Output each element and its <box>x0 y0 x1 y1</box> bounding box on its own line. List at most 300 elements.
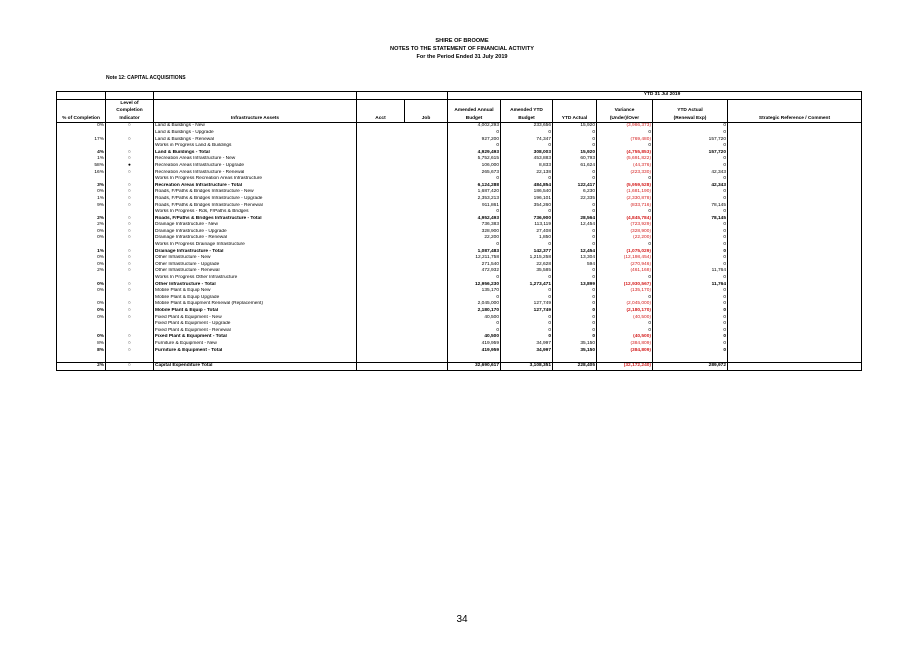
comment-cell <box>728 354 862 363</box>
job-cell <box>405 301 448 308</box>
asset-name-cell: Land & Buildings - Upgrade <box>154 130 357 137</box>
ren-cell: 0 <box>653 295 728 302</box>
aab-cell: 1,687,420 <box>448 189 501 196</box>
report-period: For the Period Ended 31 July 2019 <box>416 54 508 60</box>
aab-cell: 32,690,617 <box>448 363 501 371</box>
job-cell <box>405 249 448 256</box>
acct-cell <box>357 315 405 322</box>
var-cell: (2,045,000) <box>597 301 653 308</box>
ayb-cell: 22,628 <box>501 262 553 269</box>
job-cell <box>405 288 448 295</box>
var-cell: (833,716) <box>597 203 653 210</box>
asset-name-cell: Drainage Infrastructure - New <box>154 222 357 229</box>
ren-cell: 0 <box>653 176 728 183</box>
ren-cell: 0 <box>653 209 728 216</box>
pct-cell <box>57 354 106 363</box>
var-cell: (5,959,528) <box>597 183 653 190</box>
pct-cell: 0% <box>57 334 106 341</box>
spacer-row <box>57 354 862 363</box>
ayb-cell: 1,273,471 <box>501 282 553 289</box>
completion-indicator-icon: ○ <box>106 363 154 371</box>
table-row <box>57 229 862 236</box>
var-cell: 0 <box>597 130 653 137</box>
col-job: Job <box>405 99 448 123</box>
comment-cell <box>728 189 862 196</box>
pct-cell <box>57 143 106 150</box>
pct-cell <box>57 242 106 249</box>
acct-cell <box>357 222 405 229</box>
total-row <box>57 282 862 289</box>
ren-cell: 0 <box>653 163 728 170</box>
ren-cell: 0 <box>653 275 728 282</box>
completion-indicator-icon: ○ <box>106 123 154 130</box>
ytd-cell: 228,405 <box>553 363 597 371</box>
acct-cell <box>357 334 405 341</box>
ayb-cell: 186,540 <box>501 189 553 196</box>
asset-name-cell: Furniture & Equipment - New <box>154 341 357 348</box>
pct-cell: 8% <box>57 348 106 355</box>
aab-cell <box>448 354 501 363</box>
table-row <box>57 163 862 170</box>
ytd-cell: 61,624 <box>553 163 597 170</box>
comment-cell <box>728 315 862 322</box>
table-row <box>57 328 862 335</box>
aab-cell: 0 <box>448 328 501 335</box>
ayb-cell: 0 <box>501 295 553 302</box>
pct-cell: 1% <box>57 156 106 163</box>
ren-cell: 0 <box>653 229 728 236</box>
completion-indicator-icon: ○ <box>106 222 154 229</box>
asset-name-cell: Recreation Areas Infrastructure - Total <box>154 183 357 190</box>
acct-cell <box>357 282 405 289</box>
var-cell: (270,946) <box>597 262 653 269</box>
aab-cell: 40,500 <box>448 315 501 322</box>
job-cell <box>405 363 448 371</box>
aab-cell: 2,045,000 <box>448 301 501 308</box>
ren-cell: 0 <box>653 156 728 163</box>
pct-cell <box>57 209 106 216</box>
table-row <box>57 288 862 295</box>
ayb-cell: 27,408 <box>501 229 553 236</box>
asset-name-cell: Roads, F/Paths & Bridges Infrastructure - Total <box>154 216 357 223</box>
ren-cell <box>653 354 728 363</box>
comment-cell <box>728 255 862 262</box>
asset-name-cell: Mobile Plant & Equip - Total <box>154 308 357 315</box>
ayb-cell: 354,260 <box>501 203 553 210</box>
acct-cell <box>357 130 405 137</box>
acct-cell <box>357 170 405 177</box>
aab-cell: 12,211,758 <box>448 255 501 262</box>
job-cell <box>405 354 448 363</box>
ren-cell: 0 <box>653 348 728 355</box>
comment-cell <box>728 176 862 183</box>
ayb-cell: 142,377 <box>501 249 553 256</box>
asset-name-cell: Drainage Infrastructure - Renewal <box>154 235 357 242</box>
ayb-cell: 0 <box>501 209 553 216</box>
ren-cell: 42,343 <box>653 183 728 190</box>
acct-cell <box>357 328 405 335</box>
col-ayb-line1: Amended YTD <box>510 108 543 114</box>
ayb-cell: 8,833 <box>501 163 553 170</box>
ayb-cell: 0 <box>501 334 553 341</box>
var-cell: (723,929) <box>597 222 653 229</box>
var-cell: (328,900) <box>597 229 653 236</box>
ytd-cell: 0 <box>553 308 597 315</box>
ytd-cell: 0 <box>553 143 597 150</box>
ren-cell: 0 <box>653 143 728 150</box>
asset-name-cell: Capital Expenditure Total <box>154 363 357 371</box>
ytd-cell: 12,454 <box>553 249 597 256</box>
var-cell: 0 <box>597 321 653 328</box>
job-cell <box>405 163 448 170</box>
pct-cell: 0% <box>57 123 106 130</box>
aab-cell: 12,956,230 <box>448 282 501 289</box>
ren-cell: 42,343 <box>653 170 728 177</box>
ytd-cell: 0 <box>553 295 597 302</box>
page-number: 34 <box>456 614 468 625</box>
completion-indicator-icon: ○ <box>106 262 154 269</box>
acct-cell <box>357 275 405 282</box>
acct-cell <box>357 150 405 157</box>
comment-cell <box>728 203 862 210</box>
ren-cell: 0 <box>653 196 728 203</box>
ytd-cell: 122,417 <box>553 183 597 190</box>
job-cell <box>405 295 448 302</box>
var-cell: (461,168) <box>597 268 653 275</box>
pct-cell: 0% <box>57 262 106 269</box>
completion-indicator-icon <box>106 176 154 183</box>
ytd-cell: 0 <box>553 203 597 210</box>
ayb-cell: 0 <box>501 328 553 335</box>
table-row <box>57 156 862 163</box>
total-row <box>57 216 862 223</box>
table-row <box>57 262 862 269</box>
table-row <box>57 189 862 196</box>
ren-cell: 0 <box>653 189 728 196</box>
var-cell: (40,500) <box>597 315 653 322</box>
comment-cell <box>728 249 862 256</box>
aab-cell: 5,752,615 <box>448 156 501 163</box>
aab-cell: 0 <box>448 209 501 216</box>
acct-cell <box>357 209 405 216</box>
col-level-line1: Level of <box>120 100 139 106</box>
col-acct: Acct <box>357 99 405 123</box>
comment-cell <box>728 268 862 275</box>
pct-cell: 8% <box>57 341 106 348</box>
total-row <box>57 183 862 190</box>
col-variance <box>597 99 653 123</box>
ayb-cell: 0 <box>501 275 553 282</box>
acct-cell <box>357 183 405 190</box>
comment-cell <box>728 348 862 355</box>
var-cell: (5,691,822) <box>597 156 653 163</box>
comment-cell <box>728 341 862 348</box>
comment-cell <box>728 216 862 223</box>
table-row <box>57 301 862 308</box>
asset-name-cell: Works In Progress - Rds, F/Paths & Bridges <box>154 209 357 216</box>
ytd-cell: 0 <box>553 170 597 177</box>
ren-cell: 157,720 <box>653 137 728 144</box>
ytd-cell: 0 <box>553 328 597 335</box>
ren-cell: 11,764 <box>653 268 728 275</box>
comment-cell <box>728 282 862 289</box>
ren-cell: 0 <box>653 255 728 262</box>
report-subtitle: NOTES TO THE STATEMENT OF FINANCIAL ACTIVITY <box>390 46 534 52</box>
ayb-cell: 484,854 <box>501 183 553 190</box>
table-row <box>57 242 862 249</box>
ayb-cell: 736,900 <box>501 216 553 223</box>
completion-indicator-icon <box>106 209 154 216</box>
ayb-cell: 308,003 <box>501 150 553 157</box>
acct-cell <box>357 363 405 371</box>
table-row <box>57 315 862 322</box>
table-row <box>57 209 862 216</box>
completion-indicator-icon: ○ <box>106 334 154 341</box>
comment-cell <box>728 242 862 249</box>
acct-cell <box>357 203 405 210</box>
asset-name-cell: Other Infrastructure - Upgrade <box>154 262 357 269</box>
table-row <box>57 235 862 242</box>
col-var-line2: (Under)/Over <box>609 115 640 121</box>
asset-name-cell: Other Infrastructure - New <box>154 255 357 262</box>
completion-indicator-icon: ○ <box>106 137 154 144</box>
ayb-cell: 127,749 <box>501 308 553 315</box>
pct-cell: 2% <box>57 363 106 371</box>
var-cell: (4,845,784) <box>597 216 653 223</box>
ayb-cell: 0 <box>501 288 553 295</box>
pct-cell: 2% <box>57 268 106 275</box>
acct-cell <box>357 354 405 363</box>
job-cell <box>405 156 448 163</box>
ytd-cell: 0 <box>553 315 597 322</box>
ayb-cell: 233,656 <box>501 123 553 130</box>
pct-cell: 0% <box>57 288 106 295</box>
var-cell: (40,500) <box>597 334 653 341</box>
ren-cell: 0 <box>653 315 728 322</box>
pct-cell: 0% <box>57 235 106 242</box>
pct-cell <box>57 275 106 282</box>
completion-indicator-icon: ○ <box>106 282 154 289</box>
ytd-cell: 0 <box>553 229 597 236</box>
aab-cell: 4,002,293 <box>448 123 501 130</box>
job-cell <box>405 189 448 196</box>
pct-cell: 0% <box>57 229 106 236</box>
var-cell: (2,180,170) <box>597 308 653 315</box>
ytd-cell: 22,335 <box>553 196 597 203</box>
job-cell <box>405 328 448 335</box>
var-cell: (22,200) <box>597 235 653 242</box>
acct-cell <box>357 295 405 302</box>
pct-cell <box>57 130 106 137</box>
pct-cell: 0% <box>57 308 106 315</box>
aab-cell: 40,500 <box>448 334 501 341</box>
job-cell <box>405 176 448 183</box>
var-cell: 0 <box>597 295 653 302</box>
var-cell: 0 <box>597 275 653 282</box>
comment-cell <box>728 328 862 335</box>
capital-acquisitions-table <box>56 91 862 371</box>
ayb-cell: 1,215,258 <box>501 255 553 262</box>
aab-cell: 1,087,483 <box>448 249 501 256</box>
ren-cell: 0 <box>653 242 728 249</box>
aab-cell: 135,170 <box>448 288 501 295</box>
table-row <box>57 321 862 328</box>
aab-cell: 0 <box>448 321 501 328</box>
asset-name-cell: Land & Buildings - New <box>154 123 357 130</box>
ren-cell: 0 <box>653 328 728 335</box>
pct-cell: 1% <box>57 196 106 203</box>
period-label: YTD 31 Jul 2019 <box>597 92 728 100</box>
asset-name-cell: Fixed Plant & Equipment - Total <box>154 334 357 341</box>
aab-cell: 472,932 <box>448 268 501 275</box>
ytd-cell: 6,230 <box>553 189 597 196</box>
table-row <box>57 203 862 210</box>
var-cell: (384,809) <box>597 348 653 355</box>
completion-indicator-icon: ○ <box>106 249 154 256</box>
ren-cell: 0 <box>653 262 728 269</box>
completion-indicator-icon: ○ <box>106 268 154 275</box>
var-cell: (1,075,029) <box>597 249 653 256</box>
comment-cell <box>728 262 862 269</box>
aab-cell: 0 <box>448 242 501 249</box>
job-cell <box>405 275 448 282</box>
ytd-cell: 0 <box>553 288 597 295</box>
col-aab-line2: Budget <box>465 115 483 121</box>
completion-indicator-icon <box>106 275 154 282</box>
aab-cell: 2,353,213 <box>448 196 501 203</box>
asset-name-cell: Works In Progress Other Infrastructure <box>154 275 357 282</box>
comment-cell <box>728 295 862 302</box>
acct-cell <box>357 156 405 163</box>
completion-indicator-icon: ○ <box>106 196 154 203</box>
asset-name-cell: Roads, F/Paths & Bridges Infrastructure - New <box>154 189 357 196</box>
job-cell <box>405 209 448 216</box>
comment-cell <box>728 183 862 190</box>
pct-cell: 58% <box>57 163 106 170</box>
ren-cell: 0 <box>653 123 728 130</box>
asset-name-cell: Mobile Plant & Equipment Renewal (Replacement) <box>154 301 357 308</box>
col-ytd-actual: YTD Actual <box>553 99 597 123</box>
job-cell <box>405 222 448 229</box>
comment-cell <box>728 363 862 371</box>
asset-name-cell: Drainage Infrastructure - Total <box>154 249 357 256</box>
ayb-cell: 3,108,351 <box>501 363 553 371</box>
completion-indicator-icon: ○ <box>106 315 154 322</box>
job-cell <box>405 235 448 242</box>
acct-cell <box>357 163 405 170</box>
comment-cell <box>728 229 862 236</box>
ytd-cell: 35,150 <box>553 341 597 348</box>
table-row <box>57 222 862 229</box>
asset-name-cell: Mobile Plant & Equip New <box>154 288 357 295</box>
job-cell <box>405 229 448 236</box>
pct-cell: 0% <box>57 282 106 289</box>
comment-cell <box>728 321 862 328</box>
pct-cell <box>57 295 106 302</box>
pct-cell: 16% <box>57 170 106 177</box>
job-cell <box>405 255 448 262</box>
ytd-cell: 13,899 <box>553 282 597 289</box>
var-cell: 0 <box>597 242 653 249</box>
ytd-cell: 15,920 <box>553 150 597 157</box>
var-cell: (223,330) <box>597 170 653 177</box>
acct-cell <box>357 262 405 269</box>
aab-cell: 4,929,493 <box>448 150 501 157</box>
table-row <box>57 143 862 150</box>
acct-cell <box>357 301 405 308</box>
total-row <box>57 363 862 371</box>
table-row <box>57 196 862 203</box>
acct-cell <box>357 321 405 328</box>
pct-cell: 2% <box>57 216 106 223</box>
ayb-cell: 1,850 <box>501 235 553 242</box>
completion-indicator-icon <box>106 354 154 363</box>
total-row <box>57 308 862 315</box>
job-cell <box>405 282 448 289</box>
col-amended-annual-budget <box>448 99 501 123</box>
asset-name-cell: Other Infrastructure - Renewal <box>154 268 357 275</box>
table-row <box>57 275 862 282</box>
comment-cell <box>728 288 862 295</box>
col-ayb-line2: Budget <box>518 115 535 121</box>
ayb-cell: 453,883 <box>501 156 553 163</box>
ayb-cell: 0 <box>501 176 553 183</box>
acct-cell <box>357 288 405 295</box>
total-row <box>57 334 862 341</box>
completion-indicator-icon <box>106 242 154 249</box>
var-cell: (4,755,853) <box>597 150 653 157</box>
table-row <box>57 137 862 144</box>
acct-cell <box>357 176 405 183</box>
ren-cell: 78,145 <box>653 203 728 210</box>
job-cell <box>405 348 448 355</box>
pct-cell <box>57 321 106 328</box>
var-cell: (12,930,567) <box>597 282 653 289</box>
acct-cell <box>357 268 405 275</box>
col-strategic-reference: Strategic Reference / Comment <box>728 99 862 123</box>
ren-cell: 78,145 <box>653 216 728 223</box>
pct-cell: 0% <box>57 315 106 322</box>
asset-name-cell: Roads, F/Paths & Bridges Infrastructure - Upgrade <box>154 196 357 203</box>
ayb-cell: 0 <box>501 315 553 322</box>
aab-cell: 4,952,493 <box>448 216 501 223</box>
aab-cell: 0 <box>448 176 501 183</box>
asset-name-cell: Mobile Plant & Equip Upgrade <box>154 295 357 302</box>
table-row <box>57 268 862 275</box>
ren-cell: 0 <box>653 222 728 229</box>
comment-cell <box>728 163 862 170</box>
var-cell <box>597 354 653 363</box>
ytd-cell: 13,304 <box>553 255 597 262</box>
comment-cell <box>728 196 862 203</box>
asset-name-cell: Recreation Areas Infrastructure - Renewal <box>154 170 357 177</box>
completion-indicator-icon: ○ <box>106 348 154 355</box>
asset-name-cell: Fixed Plant & Equipment - Upgrade <box>154 321 357 328</box>
job-cell <box>405 242 448 249</box>
completion-indicator-icon: ○ <box>106 203 154 210</box>
acct-cell <box>357 348 405 355</box>
job-cell <box>405 216 448 223</box>
ytd-cell: 0 <box>553 130 597 137</box>
aab-cell: 0 <box>448 130 501 137</box>
comment-cell <box>728 209 862 216</box>
ytd-cell: 0 <box>553 209 597 216</box>
asset-name-cell: Recreation Areas Infrastructure - New <box>154 156 357 163</box>
completion-indicator-icon <box>106 130 154 137</box>
ytd-cell: 594 <box>553 262 597 269</box>
job-cell <box>405 143 448 150</box>
col-amended-ytd-budget <box>501 99 553 123</box>
